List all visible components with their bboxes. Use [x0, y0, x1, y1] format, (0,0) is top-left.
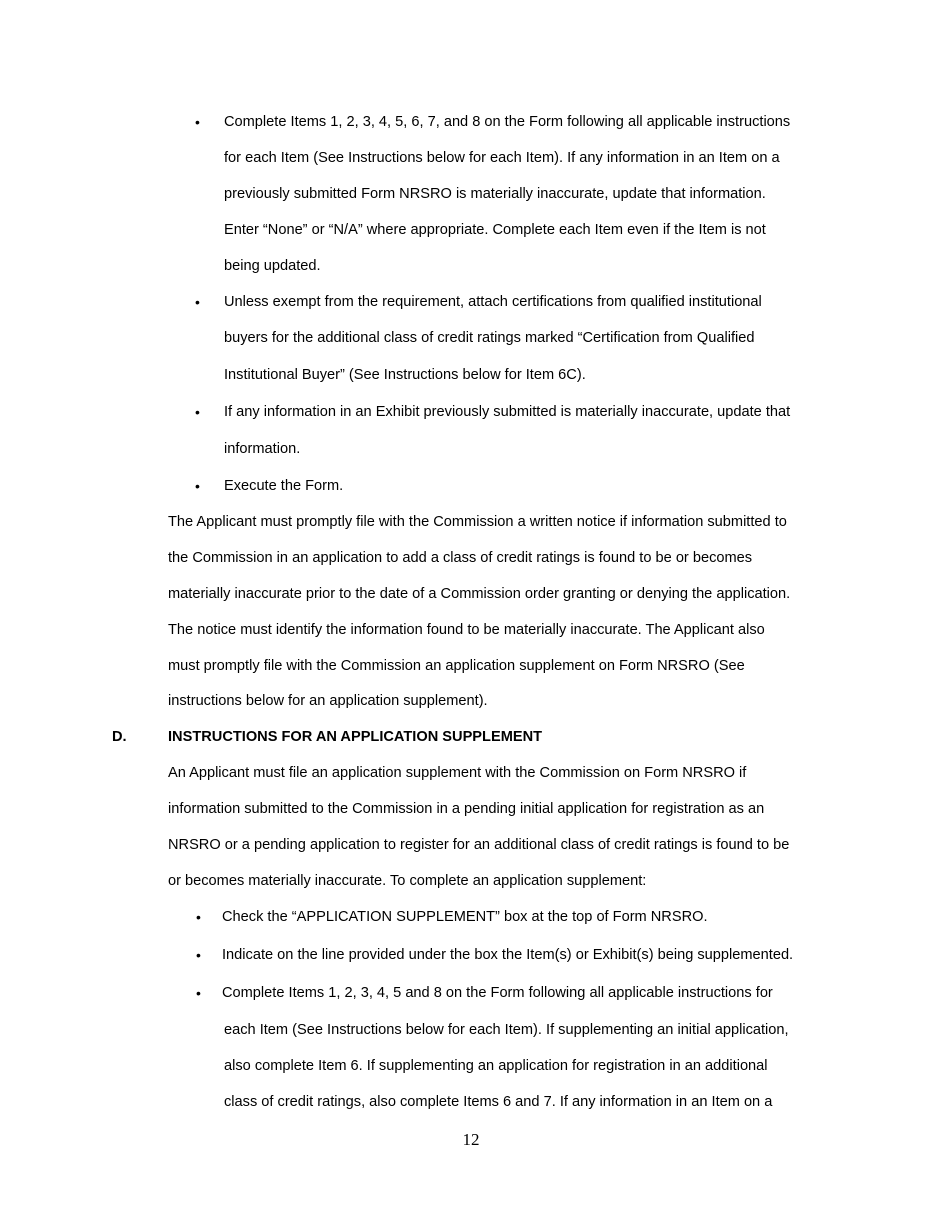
bullet-text-line: for each Item (See Instructions below for each Item). If any information in an Item on a	[224, 150, 780, 166]
bullet-text-line: Enter “None” or “N/A” where appropriate. Complete each Item even if the Item is not	[224, 222, 766, 238]
paragraph-line: The Applicant must promptly file with the Commission a written notice if information submitted to	[168, 514, 787, 530]
bullet-marker: •	[195, 404, 200, 420]
section-letter: D.	[112, 729, 127, 745]
bullet-text-line: Complete Items 1, 2, 3, 4, 5 and 8 on the Form following all applicable instructions for	[222, 985, 773, 1001]
bullet-text-line: class of credit ratings, also complete Items 6 and 7. If any information in an Item on a	[224, 1094, 773, 1110]
paragraph-line: An Applicant must file an application supplement with the Commission on Form NRSRO if	[168, 765, 747, 781]
bullet-text-line: If any information in an Exhibit previously submitted is materially inaccurate, update that	[224, 404, 791, 420]
bullet-marker: •	[196, 947, 201, 963]
bullet-text-line: also complete Item 6. If supplementing an application for registration in an additional	[224, 1058, 768, 1074]
paragraph-line: NRSRO or a pending application to register for an additional class of credit ratings is found to be	[168, 837, 790, 853]
bullet-text-line: previously submitted Form NRSRO is materially inaccurate, update that information.	[224, 186, 766, 202]
paragraph-line: must promptly file with the Commission an application supplement on Form NRSRO (See	[168, 658, 745, 674]
page-number: 12	[462, 1130, 480, 1149]
bullet-text-line: Complete Items 1, 2, 3, 4, 5, 6, 7, and 8 on the Form following all applicable instructions	[224, 114, 791, 130]
bullet-text-line: being updated.	[224, 258, 321, 274]
bullet-text-line: each Item (See Instructions below for each Item). If supplementing an initial application,	[224, 1022, 789, 1038]
section-heading: INSTRUCTIONS FOR AN APPLICATION SUPPLEMENT	[168, 729, 543, 745]
bullet-text-line: Indicate on the line provided under the box the Item(s) or Exhibit(s) being supplemented.	[222, 947, 794, 963]
paragraph-line: the Commission in an application to add a class of credit ratings is found to be or becomes	[168, 550, 753, 566]
bullet-text-line: Unless exempt from the requirement, attach certifications from qualified institutional	[224, 294, 762, 310]
bullet-text-line: Check the “APPLICATION SUPPLEMENT” box at the top of Form NRSRO.	[222, 909, 708, 925]
bullet-text-line: information.	[224, 441, 301, 457]
bullet-text-line: Execute the Form.	[224, 478, 344, 494]
bullet-marker: •	[196, 985, 201, 1001]
bullet-text-line: Institutional Buyer” (See Instructions below for Item 6C).	[224, 367, 586, 383]
paragraph-line: materially inaccurate prior to the date of a Commission order granting or denying the application.	[168, 586, 791, 602]
bullet-marker: •	[195, 294, 200, 310]
bullet-marker: •	[195, 114, 200, 130]
paragraph-line: instructions below for an application supplement).	[168, 693, 488, 709]
paragraph-line: The notice must identify the information found to be materially inaccurate. The Applicant also	[168, 622, 765, 638]
bullet-marker: •	[195, 478, 200, 494]
paragraph-line: or becomes materially inaccurate. To complete an application supplement:	[168, 873, 647, 889]
bullet-text-line: buyers for the additional class of credit ratings marked “Certification from Qualified	[224, 330, 755, 346]
bullet-marker: •	[196, 909, 201, 925]
paragraph-line: information submitted to the Commission in a pending initial application for registration as an	[168, 801, 765, 817]
